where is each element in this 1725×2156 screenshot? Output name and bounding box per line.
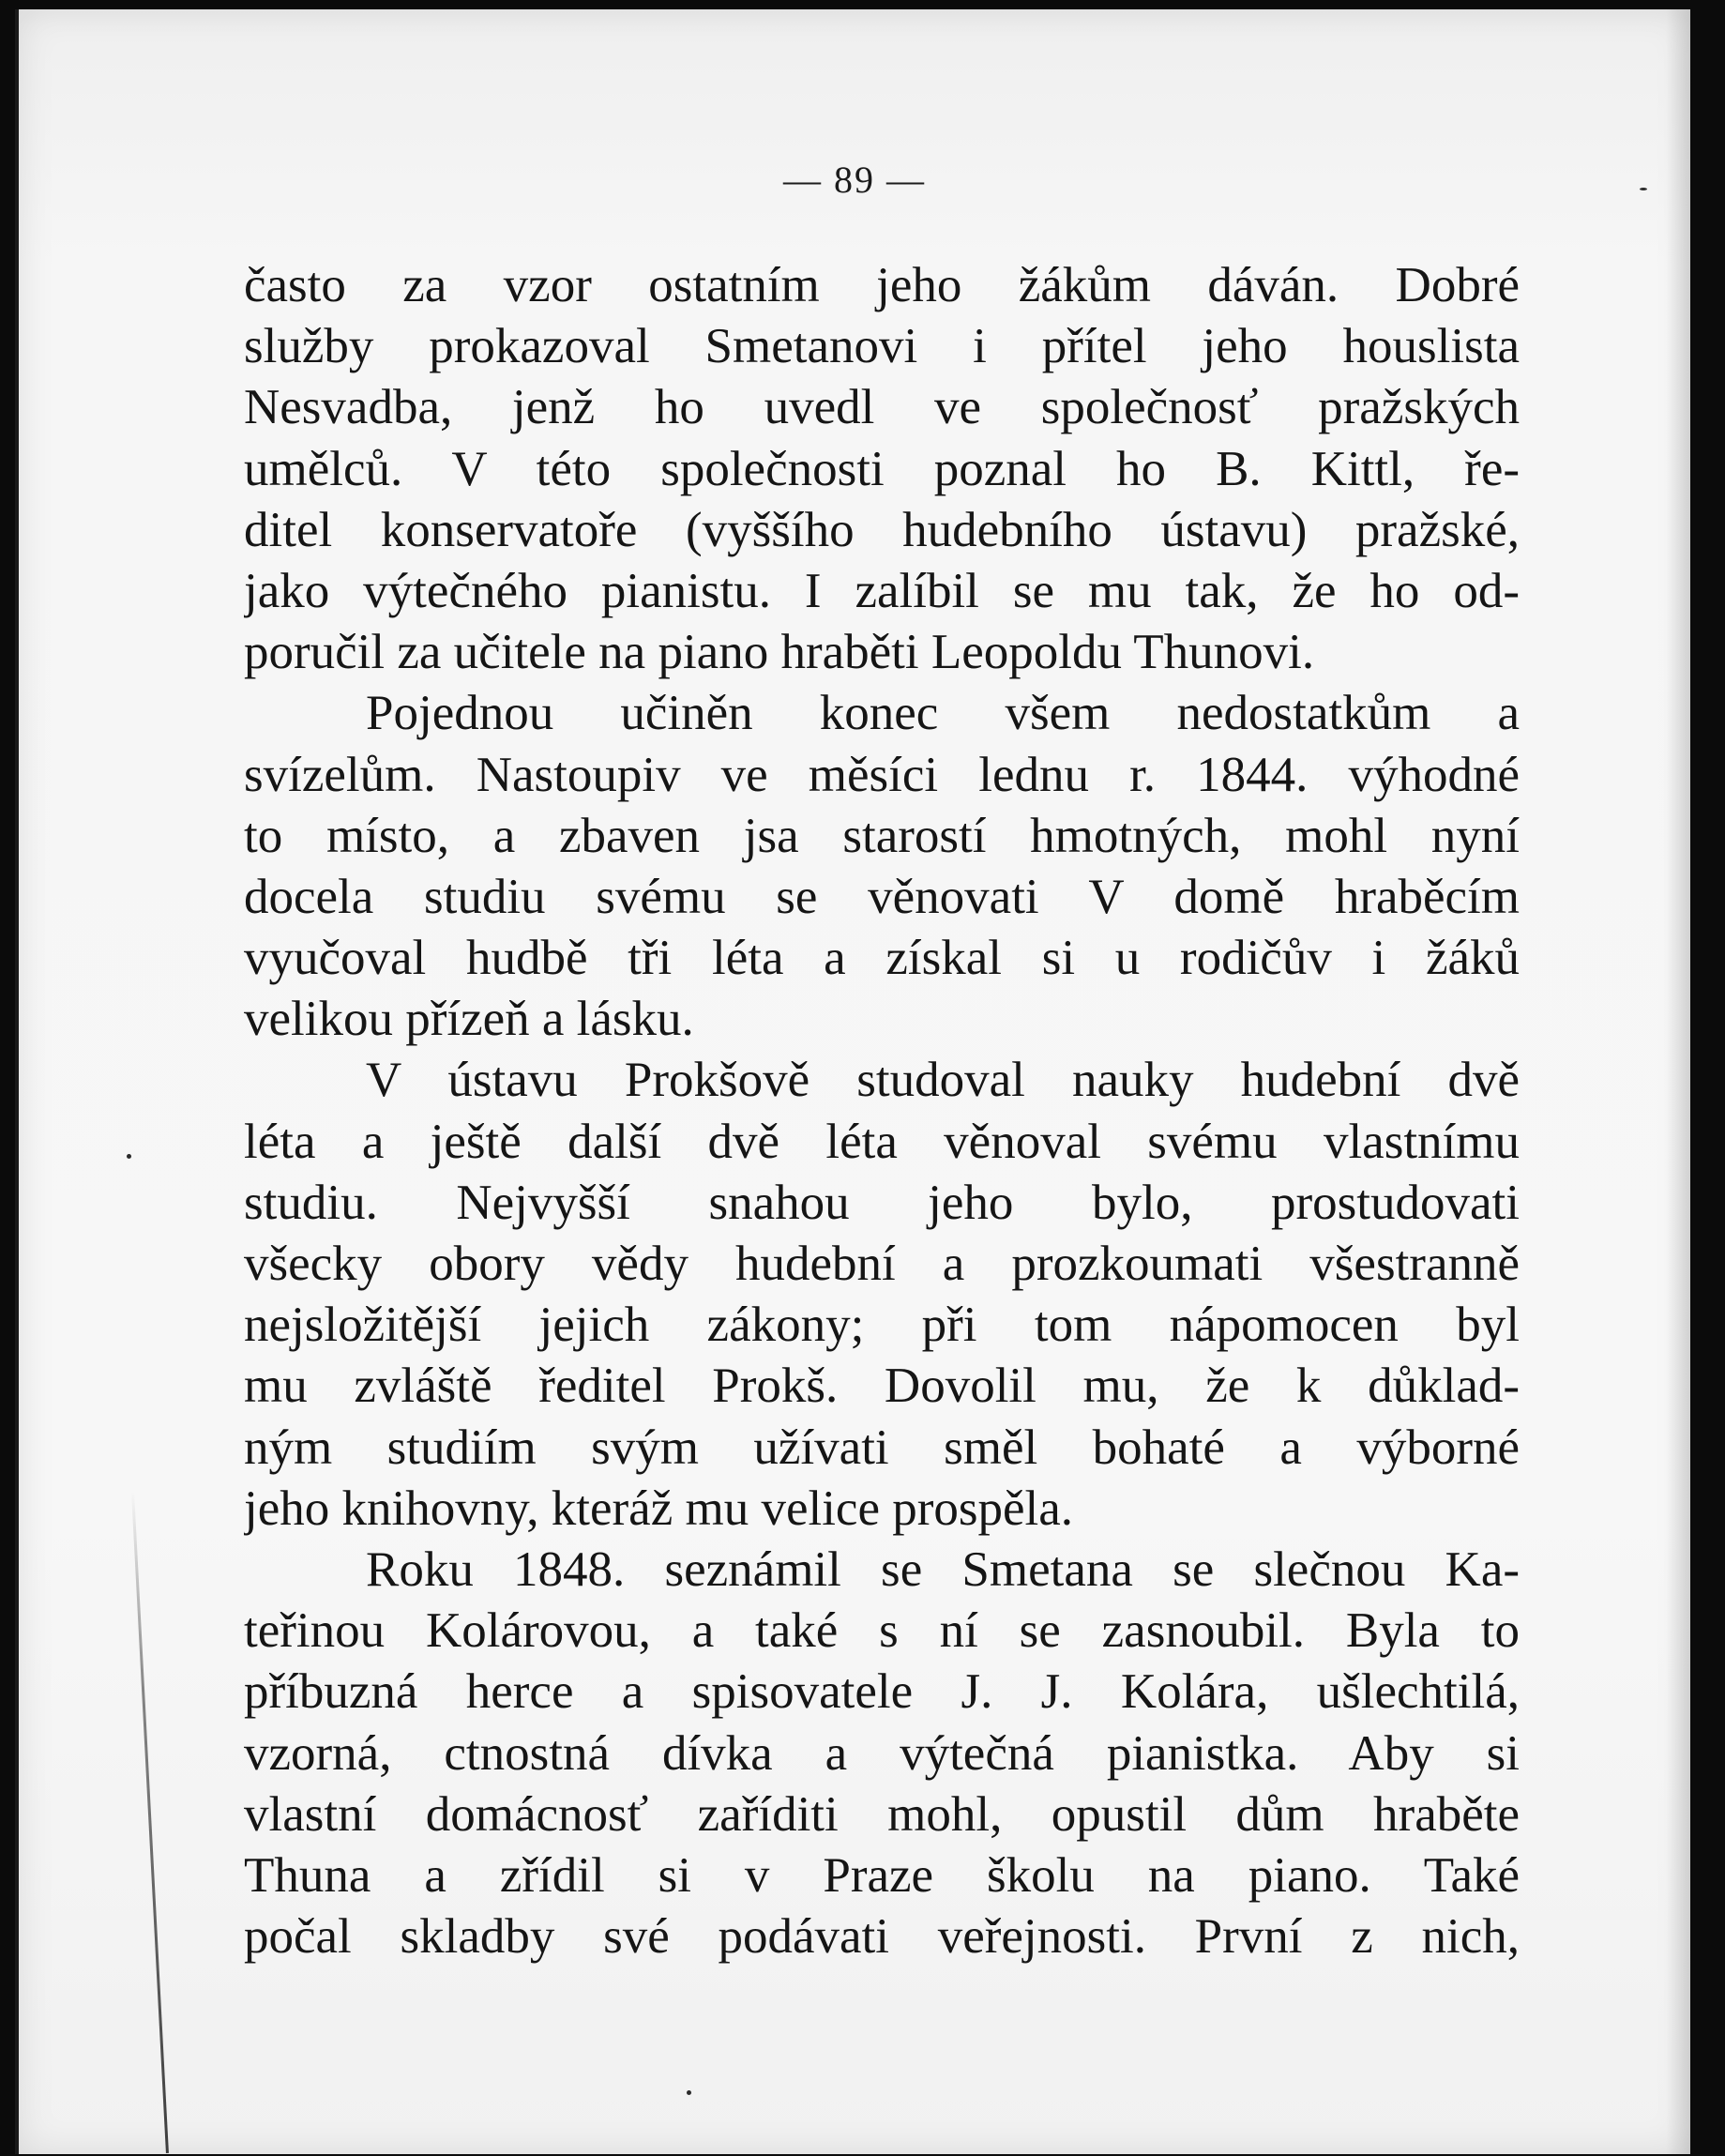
text-line: léta a ještě další dvě léta věnoval svému vlastnímu: [244, 1114, 1520, 1169]
text-line: to místo, a zbaven jsa starostí hmotných, mohl nyní: [244, 808, 1520, 863]
text-line: jako výtečného pianistu. I zalíbil se mu tak, že ho od-: [244, 563, 1520, 618]
text-line: teřinou Kolárovou, a také s ní se zasnoubil. Byla to: [244, 1603, 1520, 1659]
text-line: ditel konservatoře (vyššího hudebního ústavu) pražské,: [244, 502, 1520, 557]
text-line: často za vzor ostatním jeho žákům dáván. Dobré: [244, 258, 1520, 312]
text-line: V ústavu Prokšově studoval nauky hudební dvě: [366, 1053, 1520, 1108]
text-line: počal skladby své podávati veřejnosti. První z nich,: [244, 1909, 1520, 1965]
text-line: služby prokazoval Smetanovi i přítel jeho houslista: [244, 319, 1520, 374]
text-line: docela studiu svému se věnovati V domě hraběcím: [244, 869, 1520, 924]
text-line: Roku 1848. seznámil se Smetana se slečnou Ka-: [366, 1541, 1520, 1597]
text-line: příbuzná herce a spisovatele J. J. Kolára, ušlechtilá,: [244, 1664, 1520, 1720]
page-edge-shadow: [1666, 9, 1690, 2154]
dust-speck: [687, 2090, 691, 2095]
text-line: Pojednou učiněn konec všem nedostatkům a: [366, 686, 1520, 741]
text-line: jeho knihovny, kteráž mu velice prospěla.: [244, 1480, 1074, 1536]
body-text: [244, 255, 1520, 1967]
text-line: vlastní domácnosť zaříditi mohl, opustil dům hraběte: [244, 1786, 1520, 1842]
text-line: vyučoval hudbě tři léta a získal si u rodičův i žáků: [244, 931, 1520, 986]
text-line: mu zvláště ředitel Prokš. Dovolil mu, že k důklad-: [244, 1359, 1520, 1414]
page-crease-mark: [131, 1492, 169, 2153]
text-line: umělců. V této společnosti poznal ho B. Kittl, ře-: [244, 441, 1520, 496]
text-line: poručil za učitele na piano hraběti Leopoldu Thunovi.: [244, 625, 1315, 680]
text-line: Nesvadba, jenž ho uvedl ve společnosť pražských: [244, 380, 1520, 435]
text-line: nejsložitější jejich zákony; při tom nápomocen byl: [244, 1298, 1520, 1353]
text-line: svízelům. Nastoupiv ve měsíci lednu r. 1844. výhodné: [244, 747, 1520, 802]
book-page: [15, 9, 1690, 2154]
text-line: všecky obory vědy hudební a prozkoumati všestranně: [244, 1237, 1520, 1291]
text-line: studiu. Nejvyšší snahou jeho bylo, prostudovati: [244, 1175, 1520, 1230]
dust-speck: [127, 1154, 131, 1159]
page-number: — 89 —: [783, 159, 926, 201]
text-line: Thuna a zřídil si v Praze školu na piano. Také: [244, 1847, 1520, 1903]
text-line: velikou přízeň a lásku.: [244, 992, 694, 1047]
text-line: ným studiím svým užívati směl bohaté a výborné: [244, 1420, 1520, 1475]
text-line: vzorná, ctnostná dívka a výtečná pianistka. Aby si: [244, 1725, 1520, 1781]
